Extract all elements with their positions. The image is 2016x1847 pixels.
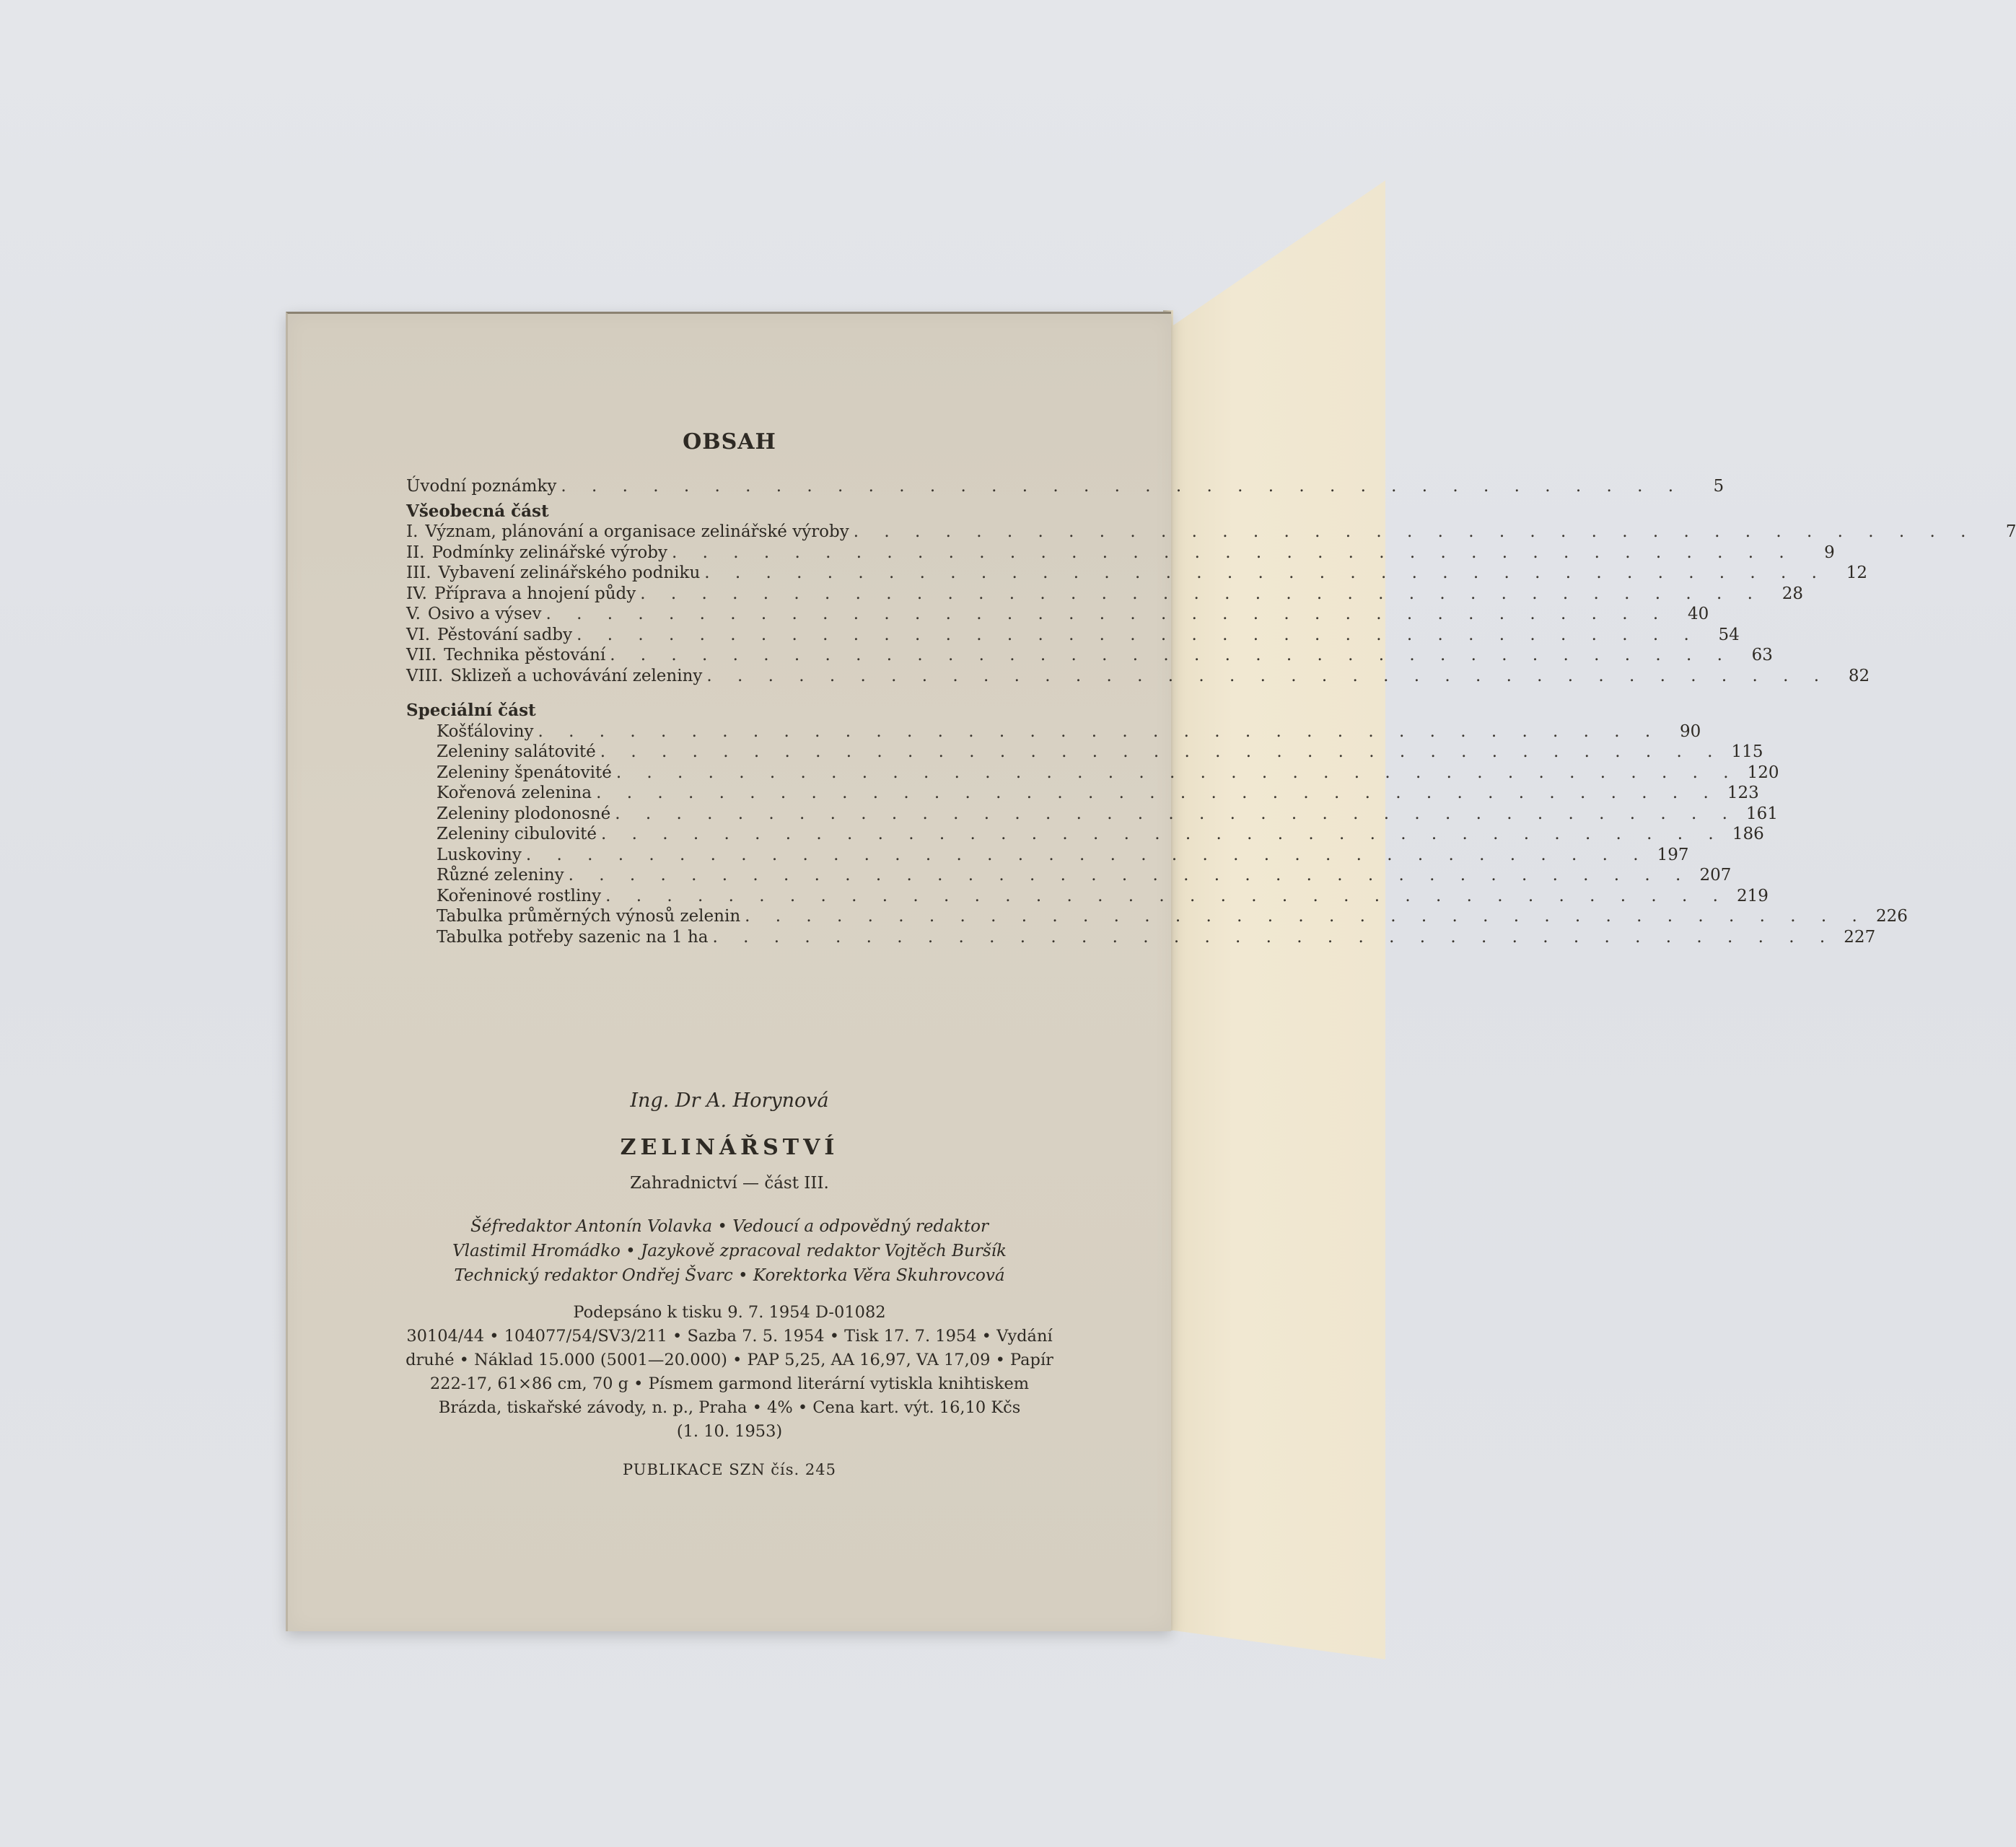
toc-entry-page: 63 <box>1751 646 1773 664</box>
leader-dots: . . . . . . . . . . . . . . . . . . . . . . . . . . . . . . . . . . . . . <box>561 477 1684 496</box>
toc-entry-label: Tabulka průměrných výnosů zelenin <box>437 907 741 926</box>
leader-dots: . . . . . . . . . . . . . . . . . . . . . . . . . . . . . . . . . . . . . <box>706 666 1830 685</box>
toc-entry <box>406 742 1763 763</box>
toc-entry <box>406 721 1701 742</box>
toc-entry-page: 120 <box>1747 763 1779 782</box>
toc-entry <box>406 927 1876 948</box>
imprint-line: Brázda, tiskařské závody, n. p., Praha • 4% • Cena kart. výt. 16,10 Kčs <box>438 1398 1021 1417</box>
toc-entry-page: 54 <box>1718 625 1740 644</box>
leader-dots: . . . . . . . . . . . . . . . . . . . . . . . . . . . . . . . . . . . . . <box>596 784 1719 802</box>
author: Ing. Dr A. Horynová <box>630 1089 829 1112</box>
toc-entry <box>406 604 1709 625</box>
toc-entry <box>406 666 1870 687</box>
leader-dots: . . . . . . . . . . . . . . . . . . . . . . . . . . . . . . . . . . . . . <box>745 907 1867 926</box>
leader-dots: . . . . . . . . . . . . . . . . . . . . . . . . . . . . . . . . . . . . . <box>615 804 1737 823</box>
toc-entry-page: 227 <box>1844 927 1876 947</box>
leader-dots: . . . . . . . . . . . . . . . . . . . . . . . . . . . . . . . . . . . . . <box>605 886 1728 905</box>
leader-dots: . . . . . . . . . . . . . . . . . . . . . . . . . . . . . . . . . . . . . <box>577 625 1699 644</box>
toc-entry-page: 82 <box>1848 666 1870 685</box>
toc-entry <box>406 804 1778 825</box>
toc-entry-label: Košťáloviny <box>437 721 534 741</box>
toc-title: OBSAH <box>683 429 776 455</box>
toc-general-list <box>406 522 2016 686</box>
toc-entry-label: Tabulka potřeby sazenic na 1 ha <box>437 927 709 947</box>
leader-dots: . . . . . . . . . . . . . . . . . . . . . . . . . . . . . . . . . . . . . <box>601 825 1724 843</box>
toc-entry-intro <box>406 476 1724 497</box>
leader-dots: . . . . . . . . . . . . . . . . . . . . . . . . . . . . . . . . . . . . . <box>704 563 1827 582</box>
toc-entry-page: 9 <box>1824 543 1835 562</box>
toc-entry-page: 90 <box>1679 721 1701 741</box>
credits-line: Šéfredaktor Antonín Volavka • Vedoucí a odpovědný redaktor <box>470 1217 989 1236</box>
toc-entry-label: Zeleniny plodonosné <box>437 804 611 823</box>
leader-dots: . . . . . . . . . . . . . . . . . . . . . . . . . . . . . . . . . . . . . <box>672 543 1794 562</box>
toc-entry-label: Luskoviny <box>437 845 522 864</box>
leader-dots: . . . . . . . . . . . . . . . . . . . . . . . . . . . . . . . . . . . . . <box>615 763 1739 782</box>
toc-entry-label: Kořeninové rostliny <box>437 886 602 905</box>
leader-dots: . . . . . . . . . . . . . . . . . . . . . . . . . . . . . . . . . . . . . <box>712 927 1836 947</box>
imprint-line: (1. 10. 1953) <box>676 1422 783 1441</box>
leader-dots: . . . . . . . . . . . . . . . . . . . . . . . . . . . . . . . . . . . . . <box>600 742 1723 761</box>
leader-dots: . . . . . . . . . . . . . . . . . . . . . . . . . . . . . . . . . . . . . <box>610 646 1732 664</box>
book-subtitle: Zahradnictví — část III. <box>630 1174 829 1193</box>
toc-entry-label: Podmínky zelinářské výroby <box>431 543 667 562</box>
imprint-line: 222-17, 61×86 cm, 70 g • Písmem garmond literární vytiskla knihtiskem <box>429 1374 1030 1393</box>
toc-special-list <box>406 721 1908 948</box>
leader-dots: . . . . . . . . . . . . . . . . . . . . . . . . . . . . . . . . . . . . . <box>853 522 1976 541</box>
toc-entry-page: 28 <box>1781 584 1803 603</box>
toc-entry-number: I. <box>406 522 418 541</box>
editorial-credits <box>288 1214 1171 1288</box>
leader-dots: . . . . . . . . . . . . . . . . . . . . . . . . . . . . . . . . . . . . . <box>538 721 1661 741</box>
toc-entry-label: Pěstování sadby <box>437 625 573 644</box>
toc-entry <box>406 763 1779 784</box>
toc-entry <box>406 625 1740 646</box>
imprint-line: Podepsáno k tisku 9. 7. 1954 D-01082 <box>573 1303 886 1322</box>
toc-entry <box>406 563 1867 584</box>
toc-entry <box>406 845 1689 866</box>
toc-entry-page: 5 <box>1713 477 1724 496</box>
toc-entry <box>406 543 1835 563</box>
toc-entry <box>406 865 1732 886</box>
toc-entry <box>406 522 2016 543</box>
imprint-line: druhé • Náklad 15.000 (5001—20.000) • PAP 5,25, AA 16,97, VA 17,09 • Papír <box>406 1351 1053 1369</box>
toc-entry-page: 186 <box>1732 825 1764 843</box>
book-page <box>286 312 2016 1631</box>
toc-entry-label: Kořenová zelenina <box>437 784 592 802</box>
toc-entry <box>406 645 1773 666</box>
toc-entry-page: 197 <box>1657 845 1689 864</box>
book-title: ZELINÁŘSTVÍ <box>620 1135 839 1160</box>
toc-entry-page: 207 <box>1699 866 1732 885</box>
toc-entry-page: 40 <box>1687 605 1709 623</box>
toc-entry-label: Vybavení zelinářského podniku <box>438 563 701 582</box>
toc-entry <box>406 886 1769 907</box>
toc-entry-label: Osivo a výsev <box>427 605 542 623</box>
imprint-line: 30104/44 • 104077/54/SV3/211 • Sazba 7. 5. 1954 • Tisk 17. 7. 1954 • Vydání <box>406 1327 1053 1346</box>
toc-entry-page: 123 <box>1727 784 1759 802</box>
toc-entry <box>406 906 1908 927</box>
toc-entry-number: V. <box>406 605 421 623</box>
printing-imprint <box>396 1301 1063 1444</box>
toc-section-special: Speciální část <box>406 701 536 720</box>
toc-entry-number: VII. <box>406 646 437 664</box>
toc-entry-label: Zeleniny salátovité <box>437 742 596 761</box>
toc-entry-page: 7 <box>2005 522 2016 541</box>
leader-dots: . . . . . . . . . . . . . . . . . . . . . . . . . . . . . . . . . . . . . <box>545 605 1669 623</box>
publisher-line: PUBLIKACE SZN čís. 245 <box>623 1461 836 1478</box>
toc-entry-label: Technika pěstování <box>444 646 606 664</box>
toc-entry-label: Význam, plánování a organisace zelinářské výroby <box>425 522 849 541</box>
toc-section-general: Všeobecná část <box>406 501 549 521</box>
toc-entry-label: Různé zeleniny <box>437 866 564 885</box>
toc-entry-label: Zeleniny cibulovité <box>437 825 597 843</box>
toc-entry-number: II. <box>406 543 425 562</box>
toc-entry-number: VIII. <box>406 666 444 685</box>
toc-entry-number: IV. <box>406 584 427 603</box>
credits-line: Technický redaktor Ondřej Švarc • Korektorka Věra Skuhrovcová <box>454 1266 1005 1285</box>
toc-entry-page: 226 <box>1875 907 1908 926</box>
leader-dots: . . . . . . . . . . . . . . . . . . . . . . . . . . . . . . . . . . . . . <box>525 845 1649 864</box>
toc-entry-number: VI. <box>406 625 431 644</box>
leader-dots: . . . . . . . . . . . . . . . . . . . . . . . . . . . . . . . . . . . . . <box>568 866 1691 885</box>
toc-entry-label: Úvodní poznámky <box>406 477 557 496</box>
toc-entry-page: 115 <box>1731 742 1763 761</box>
toc-entry-page: 219 <box>1736 886 1769 905</box>
toc-entry <box>406 584 1803 605</box>
toc-entry <box>406 824 1764 845</box>
toc-entry-page: 12 <box>1846 563 1867 582</box>
toc-entry-label: Sklizeň a uchovávání zeleniny <box>450 666 703 685</box>
toc-entry-page: 161 <box>1746 804 1778 823</box>
credits-line: Vlastimil Hromádko • Jazykově zpracoval redaktor Vojtěch Buršík <box>452 1242 1007 1260</box>
toc-entry-label: Zeleniny špenátovité <box>437 763 612 782</box>
toc-entry-label: Příprava a hnojení půdy <box>434 584 636 603</box>
leader-dots: . . . . . . . . . . . . . . . . . . . . . . . . . . . . . . . . . . . . . <box>640 584 1763 603</box>
toc-entry-number: III. <box>406 563 431 582</box>
table-of-contents <box>406 476 2016 947</box>
toc-entry <box>406 783 1759 804</box>
